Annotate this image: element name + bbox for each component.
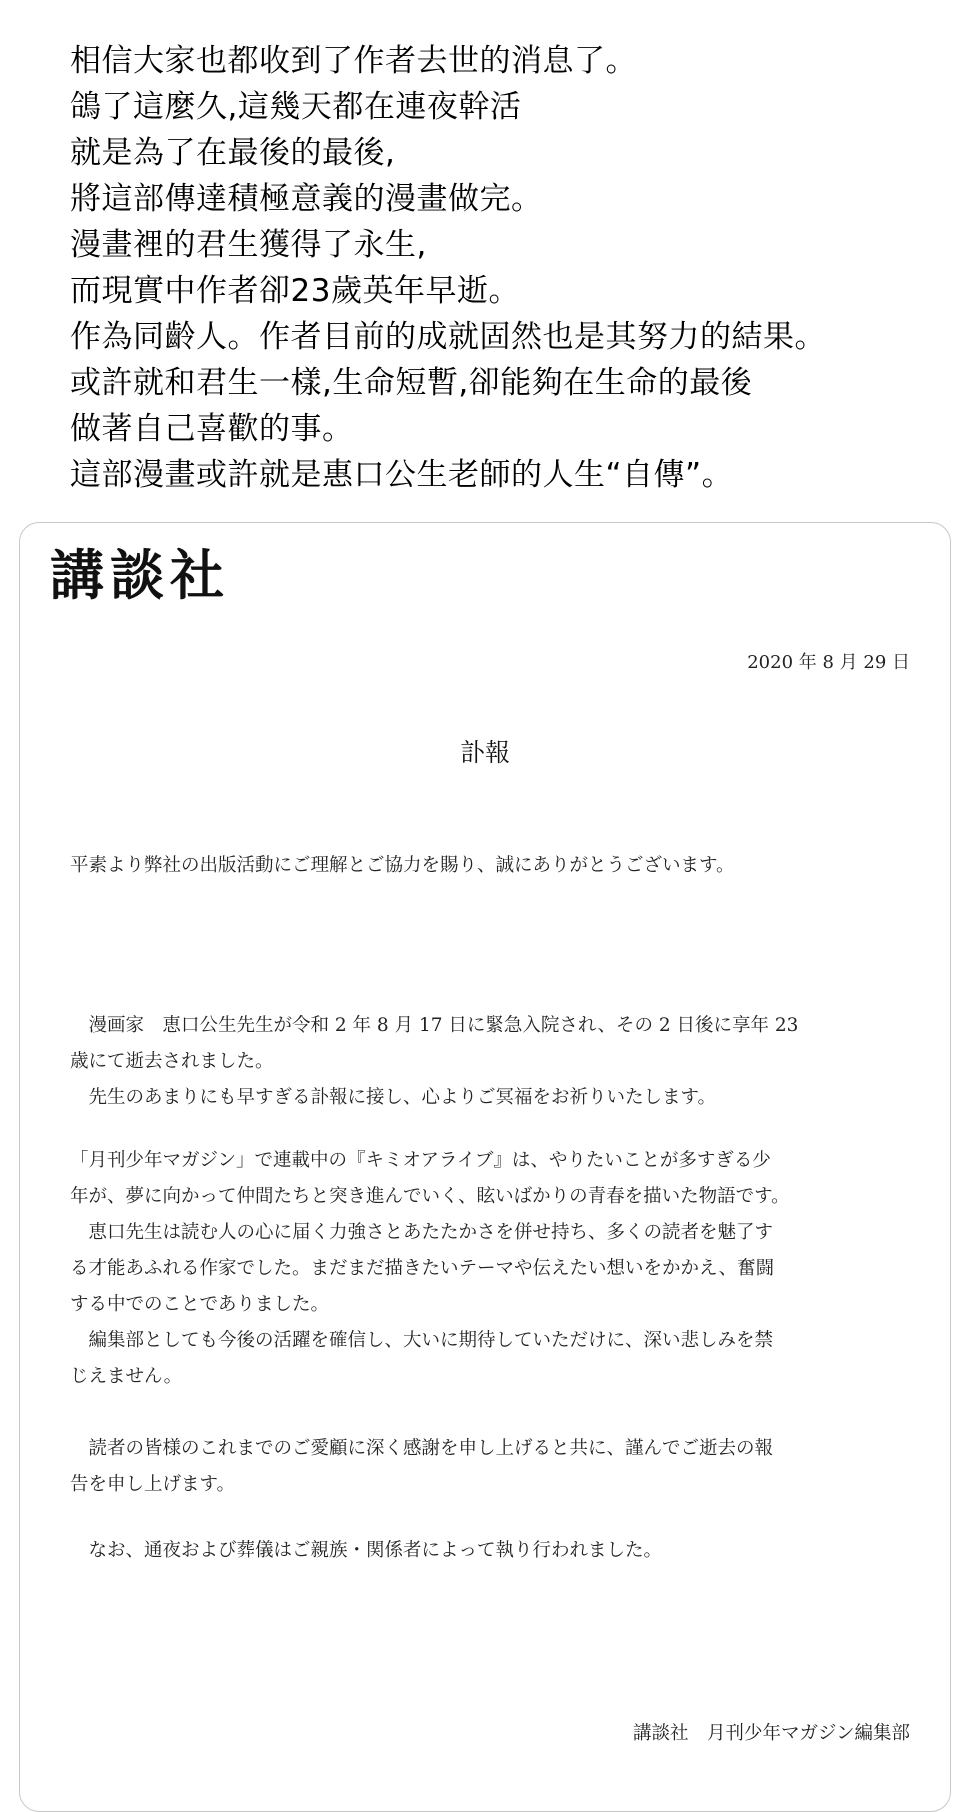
notice-heading: 訃報 <box>459 738 510 767</box>
notice-paragraph-thanks <box>70 1431 935 1503</box>
notice-line: 読者の皆様のこれまでのご愛顧に深く感謝を申し上げると共に、謹んでご逝去の報 <box>70 1438 774 1459</box>
intro-line: 鴿了這麼久,這幾天都在連夜幹活 <box>70 89 522 125</box>
intro-text <box>70 38 950 498</box>
intro-line: 這部漫畫或許就是惠口公生老師的人生“自傳”。 <box>70 457 734 493</box>
notice-paragraph-greeting <box>70 848 935 884</box>
intro-line: 或許就和君生一樣,生命短暫,卻能夠在生命的最後 <box>70 365 753 401</box>
notice-paragraph-announcement <box>70 1008 935 1116</box>
notice-line: 「月刊少年マガジン」で連載中の『キミオアライブ』は、やりたいことが多すぎる少 <box>70 1150 771 1171</box>
notice-signature: 講談社 月刊少年マガジン編集部 <box>632 1723 910 1744</box>
publisher-logo: 講談社 <box>50 544 230 607</box>
notice-paragraph-series <box>70 1143 935 1395</box>
notice-line: 年が、夢に向かって仲間たちと突き進んでいく、眩いばかりの青春を描いた物語です。 <box>70 1186 790 1207</box>
intro-line: 而現實中作者卻23歲英年早逝。 <box>70 273 520 309</box>
notice-line: 漫画家 恵口公生先生が令和 2 年 8 月 17 日に緊急入院され、その 2 日後に享年 23 <box>70 1015 799 1036</box>
notice-line: 編集部としても今後の活躍を確信し、大いに期待していただけに、深い悲しみを禁 <box>70 1330 774 1351</box>
notice-line: る才能あふれる作家でした。まだまだ描きたいテーマや伝えたい想いをかかえ、奮闘 <box>70 1258 775 1279</box>
intro-line: 漫畫裡的君生獲得了永生, <box>70 227 427 263</box>
notice-line: 恵口先生は読む人の心に届く力強さとあたたかさを併せ持ち、多くの読者を魅了す <box>70 1222 774 1243</box>
obituary-notice <box>19 522 951 1812</box>
notice-line: 先生のあまりにも早すぎる訃報に接し、心よりご冥福をお祈りいたします。 <box>70 1087 717 1108</box>
intro-line: 作為同齡人。作者目前的成就固然也是其努力的結果。 <box>70 319 826 355</box>
notice-paragraph-funeral <box>70 1533 935 1569</box>
notice-line: 平素より弊社の出版活動にご理解とご協力を賜り、誠にありがとうございます。 <box>70 855 735 876</box>
notice-line: じえません。 <box>70 1366 183 1387</box>
notice-line: 歳にて逝去されました。 <box>70 1051 274 1072</box>
intro-line: 相信大家也都收到了作者去世的消息了。 <box>70 43 637 79</box>
intro-line: 將這部傳達積極意義的漫畫做完。 <box>70 181 543 217</box>
notice-line: なお、通夜および葬儀はご親族・関係者によって執り行われました。 <box>70 1540 663 1561</box>
intro-line: 就是為了在最後的最後, <box>70 135 396 171</box>
notice-line: する中でのことでありました。 <box>70 1294 330 1315</box>
intro-line: 做著自己喜歡的事。 <box>70 411 354 447</box>
notice-line: 告を申し上げます。 <box>70 1474 236 1495</box>
notice-date: 2020 年 8 月 29 日 <box>747 652 910 673</box>
